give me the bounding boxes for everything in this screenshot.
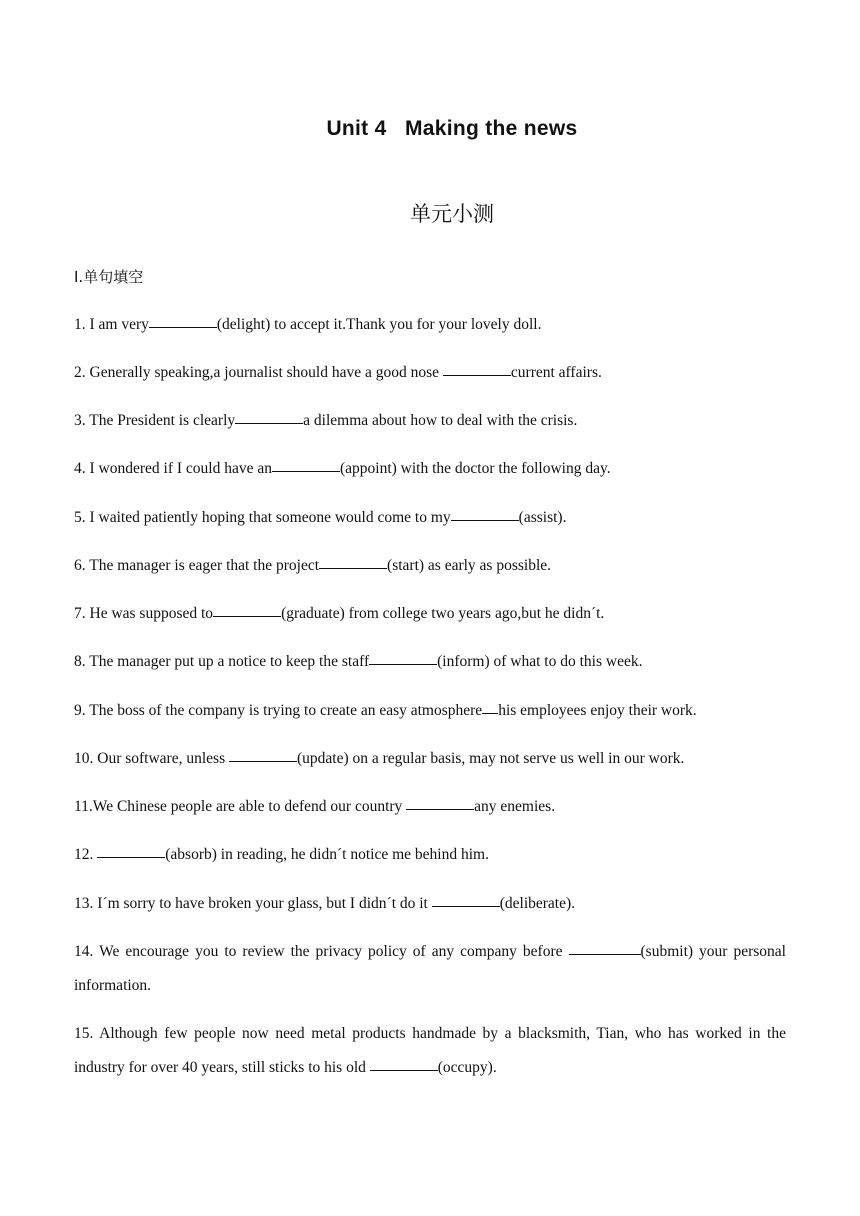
question-11 (74, 790, 786, 824)
question-text-before: 13. I´m sorry to have broken your glass, but I didn´t do it (74, 895, 432, 912)
question-8 (74, 645, 786, 679)
answer-blank[interactable] (213, 615, 281, 617)
answer-blank[interactable] (319, 567, 387, 569)
question-text-after: (delight) to accept it.Thank you for your lovely doll. (216, 316, 542, 333)
question-text-before: 2. Generally speaking,a journalist should have a good nose (74, 364, 443, 381)
question-text-after: (absorb) in reading, he didn´t notice me behind him. (165, 846, 489, 863)
answer-blank[interactable] (272, 470, 340, 472)
answer-blank[interactable] (482, 712, 498, 714)
question-text-before: 15. Although few people now need metal products handmade by a blacksmith, Tian, who has worked in the industry for over 40 years, still sticks to his old (74, 1025, 786, 1076)
page-subtitle: 单元小测 (410, 202, 494, 226)
question-13 (74, 887, 786, 921)
question-9 (74, 694, 786, 728)
answer-blank[interactable] (443, 374, 511, 376)
question-7 (74, 597, 786, 631)
question-text-before: 12. (74, 846, 98, 863)
question-12 (74, 838, 786, 872)
answer-blank[interactable] (406, 808, 474, 810)
answer-blank[interactable] (369, 663, 437, 665)
question-15 (74, 1017, 786, 1085)
question-text-after: (inform) of what to do this week. (437, 653, 643, 670)
question-1 (74, 308, 786, 342)
question-text-after: any enemies. (474, 798, 556, 815)
page-title: Unit 4 Making the news (326, 117, 578, 140)
question-text-before: 9. The boss of the company is trying to create an easy atmosphere (74, 702, 483, 719)
answer-blank[interactable] (149, 326, 217, 328)
question-text-before: 7. He was supposed to (74, 605, 214, 622)
question-text-before: 3. The President is clearly (74, 412, 236, 429)
question-text-after: (update) on a regular basis, may not serve us well in our work. (296, 750, 685, 767)
question-text-after: a dilemma about how to deal with the crisis. (303, 412, 578, 429)
answer-blank[interactable] (229, 760, 297, 762)
question-4 (74, 452, 786, 486)
question-text-before: 6. The manager is eager that the project (74, 557, 320, 574)
question-text-after: (occupy). (437, 1059, 497, 1076)
question-text-after: (submit) your personal information. (74, 943, 786, 994)
question-5 (74, 501, 786, 535)
answer-blank[interactable] (235, 422, 303, 424)
question-text-after: (deliberate). (499, 895, 576, 912)
question-3 (74, 404, 786, 438)
question-text-after: (assist). (518, 509, 567, 526)
question-text-after: (graduate) from college two years ago,but he didn´t. (281, 605, 605, 622)
question-2 (74, 356, 786, 390)
answer-blank[interactable] (451, 519, 519, 521)
question-text-before: 5. I waited patiently hoping that someone would come to my (74, 509, 451, 526)
answer-blank[interactable] (569, 953, 641, 955)
question-10 (74, 742, 786, 776)
question-text-before: 10. Our software, unless (74, 750, 229, 767)
question-text-before: 4. I wondered if I could have an (74, 460, 272, 477)
question-text-after: current affairs. (510, 364, 602, 381)
question-text-before: 14. We encourage you to review the privacy policy of any company before (74, 943, 569, 960)
question-14 (74, 935, 786, 1003)
section-heading: Ⅰ.单句填空 (74, 268, 144, 286)
question-text-after: (appoint) with the doctor the following day. (339, 460, 611, 477)
answer-blank[interactable] (97, 856, 165, 858)
question-text-before: 8. The manager put up a notice to keep the staff (74, 653, 370, 670)
question-text-after: his employees enjoy their work. (498, 702, 697, 719)
answer-blank[interactable] (370, 1069, 438, 1071)
question-6 (74, 549, 786, 583)
question-text-after: (start) as early as possible. (387, 557, 552, 574)
question-text-before: 11.We Chinese people are able to defend our country (74, 798, 407, 815)
question-text-before: 1. I am very (74, 316, 149, 333)
answer-blank[interactable] (432, 905, 500, 907)
